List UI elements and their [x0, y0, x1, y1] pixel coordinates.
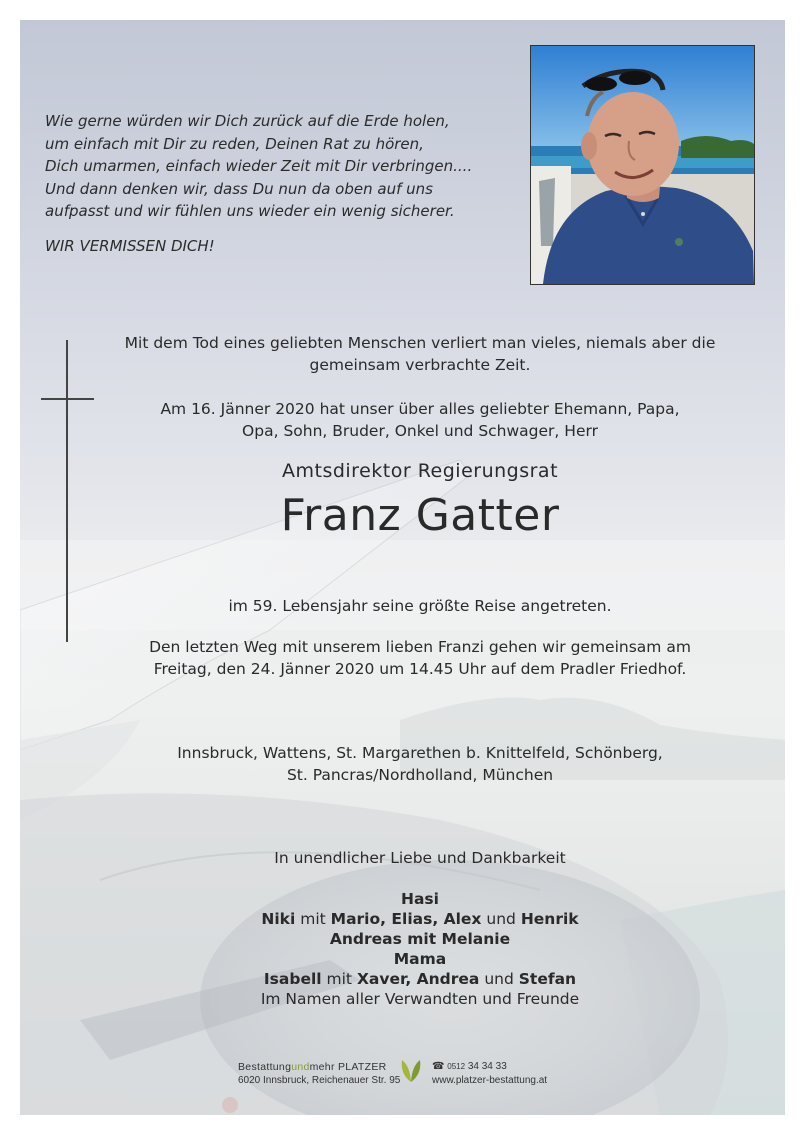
cross-vertical-bar: [66, 340, 68, 642]
mourners-list: [80, 889, 760, 1009]
memorial-quote: [45, 110, 525, 257]
announcement-text: [80, 398, 760, 442]
funeral-line: Freitag, den 24. Jänner 2020 um 14.45 Uhr auf dem Pradler Friedhof.: [153, 660, 687, 678]
quote-closing: WIR VERMISSEN DICH!: [45, 236, 215, 255]
funeral-home-brand: Bestattungundmehr PLATZER: [238, 1061, 387, 1073]
butterfly-logo-icon: [398, 1056, 424, 1084]
quote-line: Dich umarmen, einfach wieder Zeit mit Dir verbringen....: [45, 157, 473, 175]
funeral-home-contact: [432, 1060, 547, 1088]
places-text: [80, 742, 760, 786]
portrait-photo: [530, 45, 755, 285]
intro-line: Mit dem Tod eines geliebten Menschen verliert man vieles, niemals aber die: [124, 334, 716, 352]
funeral-line: Den letzten Weg mit unserem lieben Franzi gehen wir gemeinsam am: [149, 638, 691, 656]
mourner-children: Mario, Elias, Alex: [330, 910, 482, 928]
mourner-line: [80, 969, 760, 989]
deceased-name: Franz Gatter: [280, 490, 560, 541]
intro-line: gemeinsam verbrachte Zeit.: [309, 356, 531, 374]
announcement-line: Opa, Sohn, Bruder, Onkel und Schwager, Herr: [242, 422, 598, 440]
mourner-connector: mit: [326, 970, 353, 988]
quote-line: um einfach mit Dir zu reden, Deinen Rat zu hören,: [45, 134, 424, 153]
quote-line: aufpasst und wir fühlen uns wieder ein wenig sicherer.: [45, 202, 455, 220]
mourner-name: Hasi: [401, 890, 439, 908]
mourner-name: Andreas mit Melanie: [329, 930, 511, 948]
portrait-illustration: [531, 46, 754, 284]
mourner-line: [80, 909, 760, 929]
obituary-card: [20, 20, 785, 1115]
funeral-home-website[interactable]: www.platzer-bestattung.at: [432, 1075, 548, 1086]
mourner-name: Niki: [261, 910, 296, 928]
mourner-connector: mit: [300, 910, 326, 928]
mourner-connector: und: [484, 970, 514, 988]
funeral-text: [80, 636, 760, 680]
mourner-connector: und: [486, 910, 516, 928]
quote-line: Wie gerne würden wir Dich zurück auf die Erde holen,: [45, 112, 450, 130]
deceased-title: Amtsdirektor Regierungsrat: [281, 460, 559, 482]
age-line: im 59. Lebensjahr seine größte Reise angetreten.: [228, 597, 612, 615]
mourner-children: Xaver, Andrea: [356, 970, 480, 988]
places-line: St. Pancras/Nordholland, München: [286, 766, 554, 784]
intro-text: [80, 332, 760, 376]
funeral-home-info: [238, 1060, 400, 1088]
funeral-home-address: 6020 Innsbruck, Reichenauer Str. 95: [238, 1075, 401, 1086]
places-line: Innsbruck, Wattens, St. Margarethen b. Knittelfeld, Schönberg,: [177, 744, 663, 762]
mourner-name: Stefan: [518, 970, 577, 988]
mourner-name: Mama: [393, 950, 447, 968]
announcement-line: Am 16. Jänner 2020 hat unser über alles geliebter Ehemann, Papa,: [160, 400, 680, 418]
funeral-home-phone: ☎ 0512 34 34 33: [432, 1061, 507, 1072]
mourner-name: Isabell: [263, 970, 322, 988]
mourner-name: Henrik: [520, 910, 579, 928]
relatives-line: Im Namen aller Verwandten und Freunde: [260, 990, 580, 1008]
quote-line: Und dann denken wir, dass Du nun da oben auf uns: [45, 179, 433, 198]
closing-phrase: In unendlicher Liebe und Dankbarkeit: [274, 849, 566, 867]
phone-icon: ☎: [432, 1061, 445, 1072]
